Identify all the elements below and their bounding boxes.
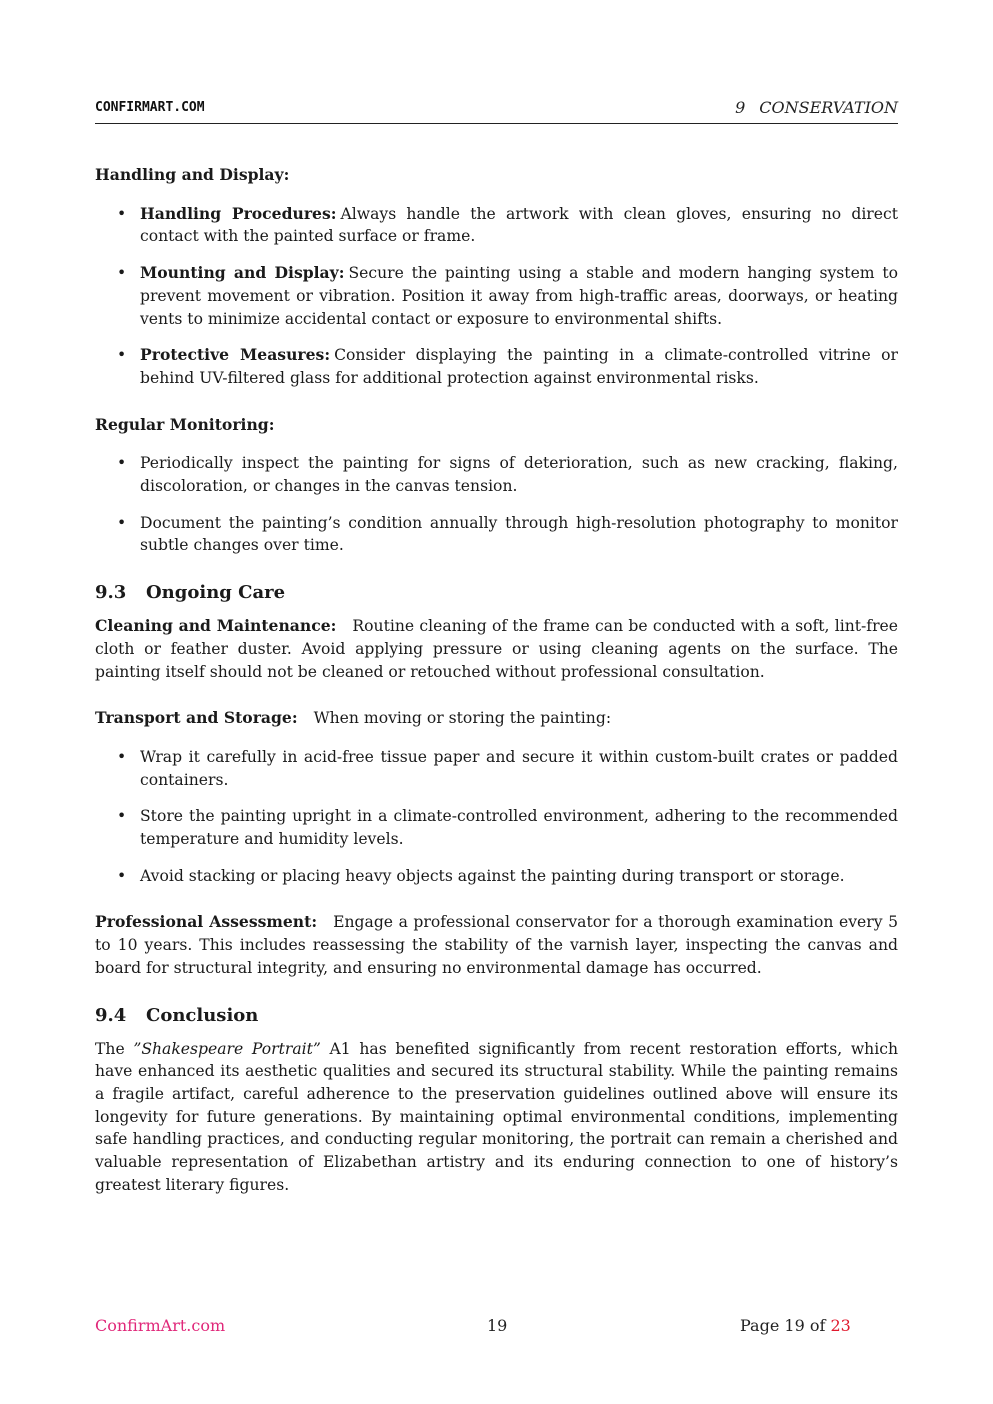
list-item-text: Secure the painting using a stable and modern hanging system to prevent movement or vibration. Position it away from high-traffic areas, doorways, or heating vents to minimize accidental contact or exposure to environmental shifts. xyxy=(140,264,898,328)
list-item: • Store the painting upright in a climate-controlled environment, adhering to the recommended temperature and humidity levels. xyxy=(95,805,898,850)
conclusion-text-start: The xyxy=(95,1039,134,1058)
list-item: • Wrap it carefully in acid-free tissue paper and secure it within custom-built crates or padded containers. xyxy=(95,746,898,791)
assessment-paragraph xyxy=(95,911,898,979)
section-heading-9-3 xyxy=(95,581,898,605)
section-heading-9-4 xyxy=(95,1004,898,1028)
running-head xyxy=(735,98,898,117)
list-item-head: Handling Procedures: xyxy=(140,203,337,223)
page-label: Page 19 of xyxy=(740,1316,826,1335)
monitoring-list xyxy=(95,452,898,557)
list-item: • Avoid stacking or placing heavy objects against the painting during transport or storage. xyxy=(95,865,898,888)
list-item xyxy=(95,262,898,330)
paragraph-head: Cleaning and Maintenance: xyxy=(95,616,337,636)
running-head-title: CONSERVATION xyxy=(759,98,898,117)
footer-page-count xyxy=(740,1316,851,1335)
transport-list xyxy=(95,746,898,888)
page-content xyxy=(95,164,898,1197)
section-number: 9.3 xyxy=(95,582,127,604)
list-item-text: Consider displaying the painting in a climate-controlled vitrine or behind UV-filtered glass for additional protection against environmental risks. xyxy=(140,346,898,387)
section-title: Ongoing Care xyxy=(146,582,286,604)
list-item-head: Mounting and Display: xyxy=(140,263,345,283)
list-item: • Document the painting’s condition annually through high-resolution photography to monitor subtle changes over time. xyxy=(95,512,898,557)
transport-paragraph xyxy=(95,707,898,730)
section-number: 9.4 xyxy=(95,1004,127,1026)
handling-title: Handling and Display: xyxy=(95,165,290,184)
conclusion-text-rest: A1 has benefited significantly from recent restoration efforts, which have enhanced its aesthetic qualities and secured its structural stability. While the painting remains a fragile artifact, careful adherence to the preservation guidelines outlined above will ensure its longevity for future generations. By maintaining optimal environmental conditions, implementing safe handling practices, and conducting regular monitoring, the portrait can remain a cherished and valuable representation of Elizabethan artistry and its enduring connection to one of history’s greatest literary figures. xyxy=(95,1039,898,1194)
conclusion-paragraph xyxy=(95,1038,898,1197)
list-item: • Periodically inspect the painting for signs of deterioration, such as new cracking, flaking, discoloration, or changes in the canvas tension. xyxy=(95,452,898,497)
paragraph-head: Transport and Storage: xyxy=(95,708,298,728)
section-title: Conclusion xyxy=(146,1004,259,1026)
list-item xyxy=(95,344,898,389)
cleaning-paragraph xyxy=(95,615,898,683)
list-item xyxy=(95,203,898,248)
paragraph-text: Routine cleaning of the frame can be conducted with a soft, lint-free cloth or feather duster. Avoid applying pressure or using cleaning agents on the surface. The painting itself should not be cleaned or retouched without professional consultation. xyxy=(95,617,898,681)
running-head-number: 9 xyxy=(735,98,746,117)
handling-list xyxy=(95,203,898,390)
list-item-head: Protective Measures: xyxy=(140,345,331,365)
page-header xyxy=(95,97,898,124)
monitoring-title: Regular Monitoring: xyxy=(95,414,275,434)
paragraph-text: Engage a professional conservator for a thorough examination every 5 to 10 years. This includes reassessing the stability of the varnish layer, inspecting the canvas and board for structural integrity, and ensuring no environmental damage has occurred. xyxy=(95,913,898,977)
paragraph-text: When moving or storing the painting: xyxy=(313,709,612,728)
footer-page-number: 19 xyxy=(487,1316,508,1335)
footer-site-link[interactable]: ConfirmArt.com xyxy=(95,1316,226,1335)
paragraph-head: Professional Assessment: xyxy=(95,912,318,932)
painting-title: ”Shakespeare Portrait” xyxy=(133,1039,321,1058)
list-item-text: Always handle the artwork with clean gloves, ensuring no direct contact with the painted surface or frame. xyxy=(140,204,898,246)
site-logo: CONFIRMART.COM xyxy=(95,100,205,115)
total-pages-link[interactable]: 23 xyxy=(830,1316,851,1335)
